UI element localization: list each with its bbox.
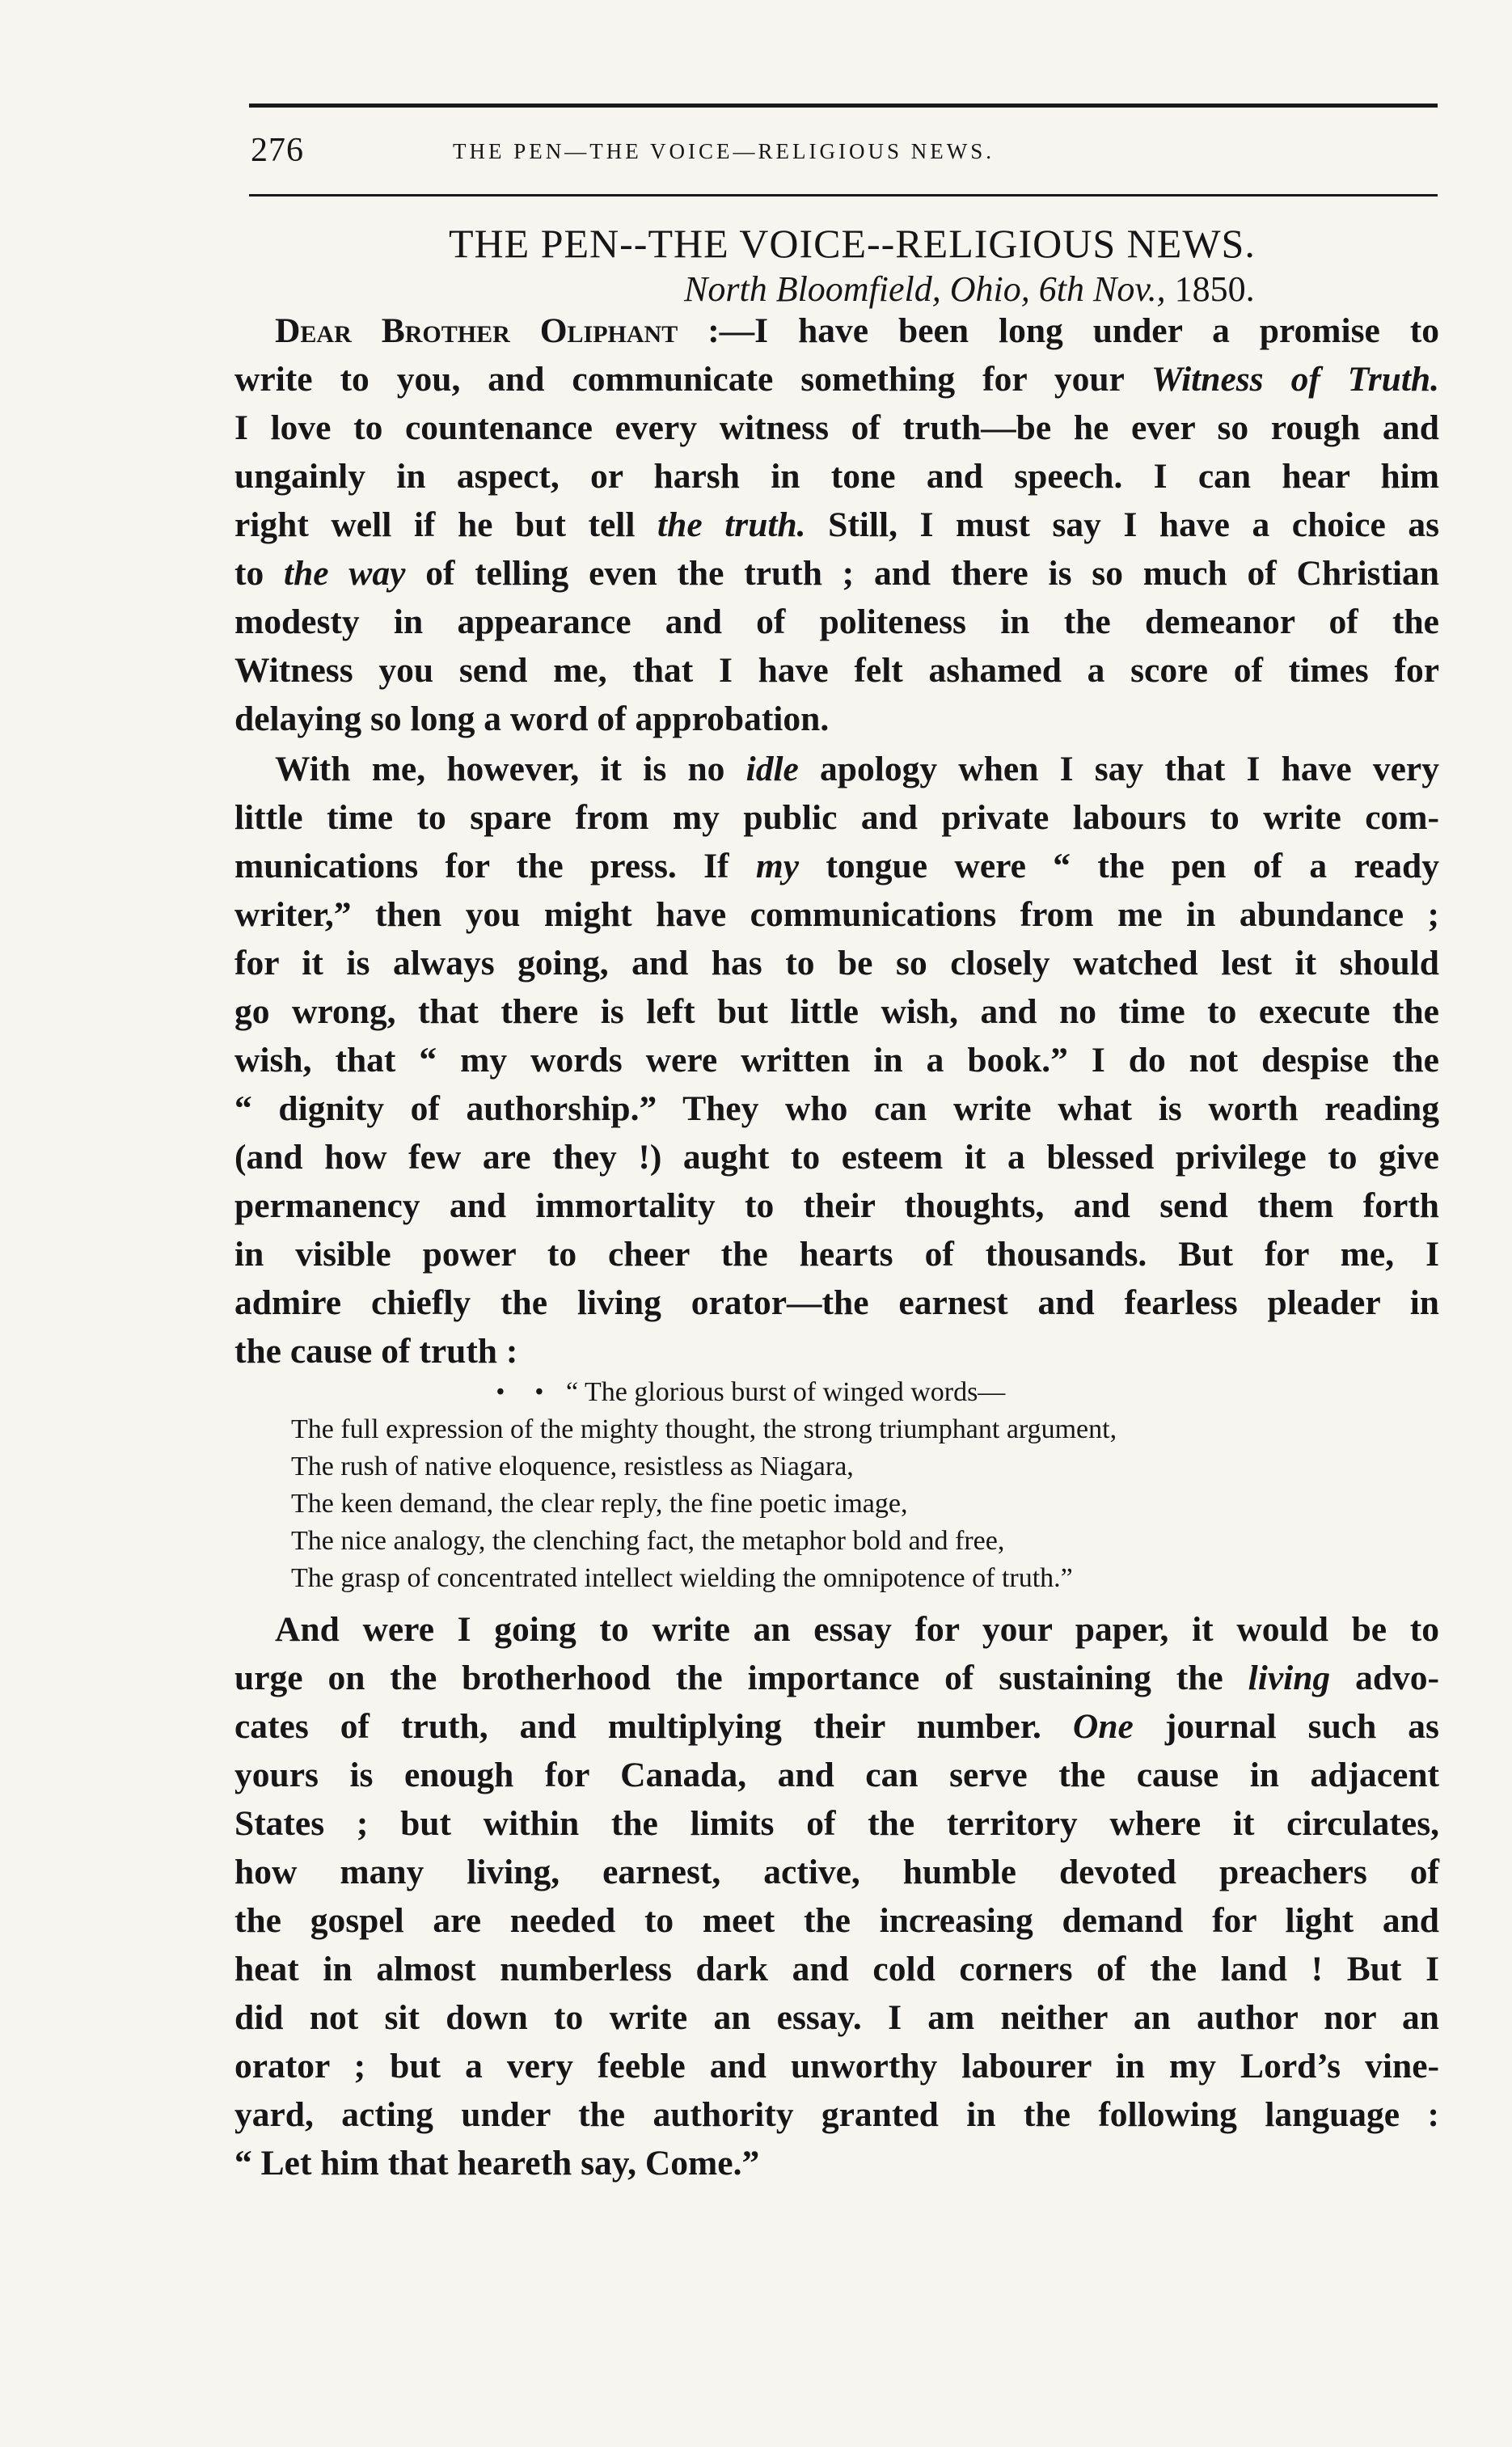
paragraph-3-line-6: how many living, earnest, active, humble devoted preachers of: [234, 1853, 1439, 1891]
paragraph-3-line-11: yard, acting under the authority granted in the following language :: [234, 2095, 1439, 2134]
paragraph-1-line-5: right well if he but tell the truth. Still, I must say I have a choice as: [234, 505, 1439, 544]
poem-line-4: The keen demand, the clear reply, the fine poetic image,: [291, 1489, 908, 1519]
paragraph-2-line-13: the cause of truth :: [234, 1332, 518, 1371]
poem-line-1: “ The glorious burst of winged words—: [566, 1377, 1006, 1407]
paragraph-2-line-1: With me, however, it is no idle apology when I say that I have very: [275, 750, 1439, 788]
paragraph-3-line-1: And were I going to write an essay for your paper, it would be to: [275, 1610, 1439, 1649]
paragraph-2-line-5: for it is always going, and has to be so closely watched lest it should: [234, 944, 1439, 983]
salutation: Dear Brother Oliphant: [275, 311, 678, 350]
paragraph-3-line-10: orator ; but a very feeble and unworthy labourer in my Lord’s vine-: [234, 2047, 1439, 2086]
paragraph-2-line-9: (and how few are they !) aught to esteem it a blessed privilege to give: [234, 1138, 1439, 1177]
paragraph-3-line-2: urge on the brotherhood the importance of sustaining the living advo-: [234, 1659, 1440, 1697]
paragraph-1-line-4: ungainly in aspect, or harsh in tone and speech. I can hear him: [234, 457, 1439, 496]
paragraph-2-line-12: admire chiefly the living orator—the earnest and fearless pleader in: [234, 1283, 1439, 1322]
paragraph-2-line-3: munications for the press. If my tongue were “ the pen of a ready: [234, 847, 1439, 885]
paragraph-1-line-3: I love to countenance every witness of truth—be he ever so rough and: [234, 408, 1439, 447]
paragraph-1-line-1: Dear Brother Oliphant :—I have been long under a promise to: [275, 311, 1440, 350]
paragraph-2-line-2: little time to spare from my public and private labours to write com-: [234, 798, 1439, 837]
dateline-year: 1850.: [1165, 269, 1255, 309]
paragraph-2-line-4: writer,” then you might have communications from me in abundance ;: [234, 895, 1439, 934]
page-number: 276: [251, 132, 304, 169]
paragraph-3-line-7: the gospel are needed to meet the increasing demand for light and: [234, 1901, 1439, 1940]
paragraph-3-line-5: States ; but within the limits of the territory where it circulates,: [234, 1804, 1439, 1843]
paragraph-3-line-3: cates of truth, and multiplying their number. One journal such as: [234, 1707, 1439, 1746]
paragraph-1-line-7: modesty in appearance and of politeness in the demeanor of the: [234, 602, 1439, 641]
paragraph-1-line-8: Witness you send me, that I have felt ashamed a score of times for: [234, 651, 1439, 690]
paragraph-2-line-11: in visible power to cheer the hearts of thousands. But for me, I: [234, 1235, 1439, 1274]
paragraph-2-line-8: “ dignity of authorship.” They who can write what is worth reading: [234, 1089, 1439, 1128]
ornament-dot: •: [496, 1380, 505, 1405]
paragraph-2-line-6: go wrong, that there is left but little wish, and no time to execute the: [234, 992, 1439, 1031]
paragraph-1-line-2: write to you, and communicate something for your Witness of Truth.: [234, 360, 1440, 399]
article-title: THE PEN--THE VOICE--RELIGIOUS NEWS.: [449, 221, 1256, 266]
paragraph-3-line-4: yours is enough for Canada, and can serve the cause in adjacent: [234, 1756, 1439, 1794]
paragraph-3-line-8: heat in almost numberless dark and cold corners of the land ! But I: [234, 1950, 1439, 1988]
header-rule: [249, 194, 1438, 197]
poem-line-6: The grasp of concentrated intellect wielding the omnipotence of truth.”: [291, 1563, 1073, 1593]
paragraph-1-line-9: delaying so long a word of approbation.: [234, 699, 830, 738]
poem-line-3: The rush of native eloquence, resistless as Niagara,: [291, 1452, 854, 1481]
paragraph-1-line-6: to the way of telling even the truth ; and there is so much of Christian: [234, 554, 1439, 593]
paragraph-2-line-10: permanency and immortality to their thoughts, and send them forth: [234, 1186, 1439, 1225]
dateline-place: North Bloomfield, Ohio, 6th Nov.,: [684, 269, 1166, 309]
dateline: [684, 268, 1255, 310]
ornament-dot: •: [535, 1380, 543, 1405]
poem-line-5: The nice analogy, the clenching fact, the metaphor bold and free,: [291, 1526, 1005, 1556]
paragraph-3-line-9: did not sit down to write an essay. I am neither an author nor an: [234, 1998, 1439, 2037]
top-rule: [249, 104, 1438, 108]
paragraph-2-line-7: wish, that “ my words were written in a book.” I do not despise the: [234, 1041, 1439, 1080]
poem-line-2: The full expression of the mighty thought, the strong triumphant argument,: [291, 1414, 1117, 1444]
running-head: THE PEN—THE VOICE—RELIGIOUS NEWS.: [453, 139, 995, 163]
paragraph-3-line-12: “ Let him that heareth say, Come.”: [234, 2144, 760, 2183]
